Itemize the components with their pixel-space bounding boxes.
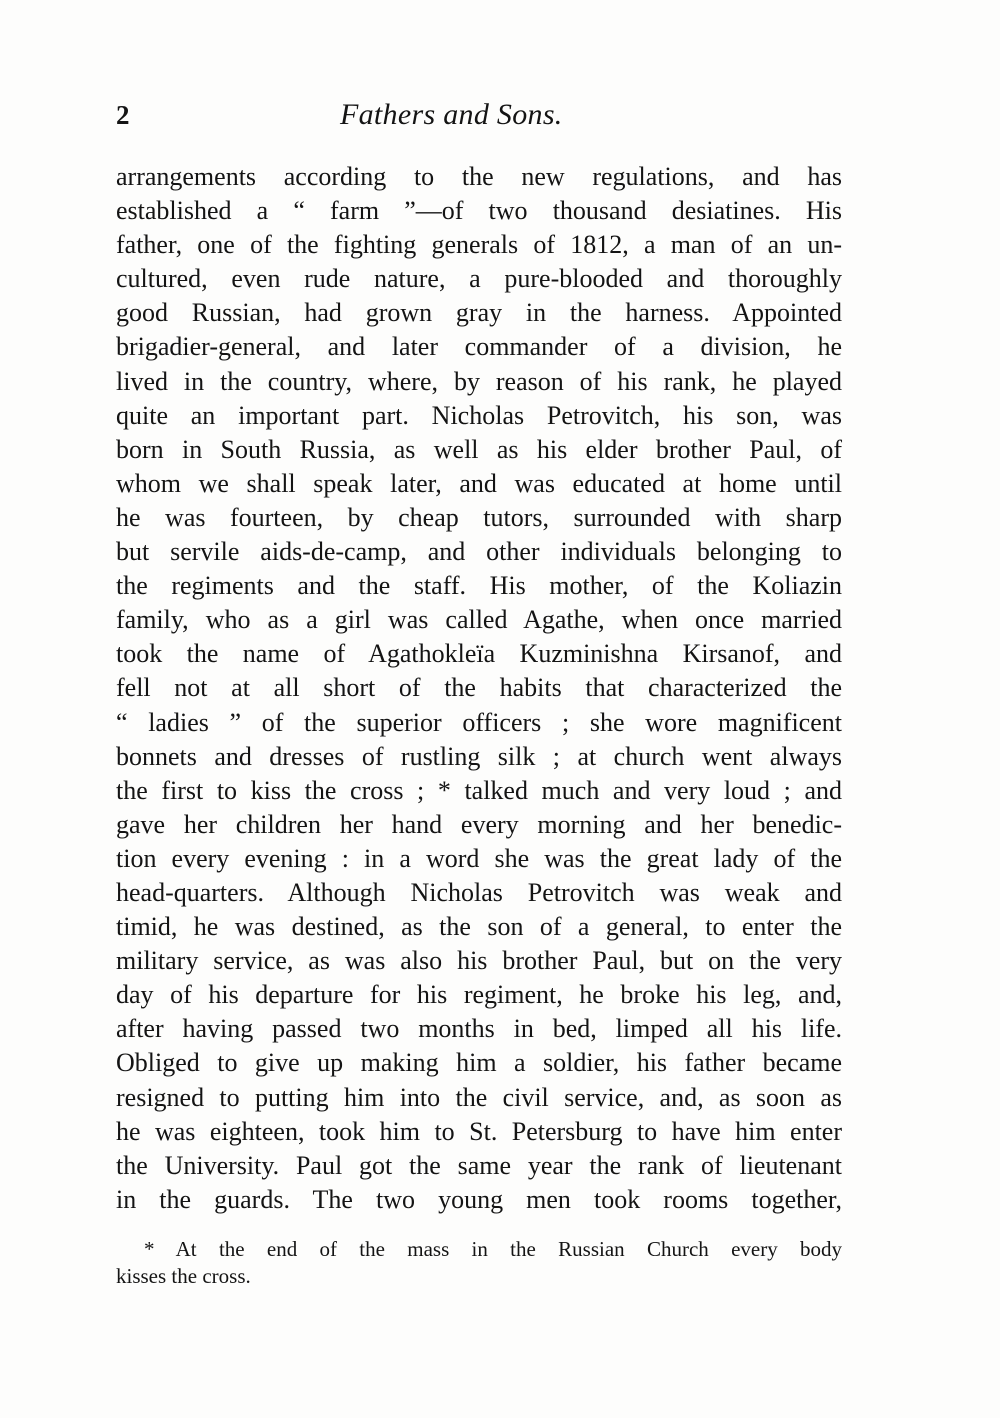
text-line: “ ladies ” of the superior officers ; she wore magnificent — [116, 707, 842, 737]
text-line: tion every evening : in a word she was the great lady of the — [116, 843, 842, 873]
text-line: cultured, even rude nature, a pure-blooded and thoroughly — [116, 264, 842, 294]
text-line: head-quarters. Although Nicholas Petrovitch was weak and — [116, 877, 842, 907]
text-line: but servile aids-de-camp, and other individuals belonging to — [116, 537, 842, 567]
text-line: father, one of the fighting generals of 1812, a man of an un- — [116, 230, 842, 260]
text-line: good Russian, had grown gray in the harness. Appointed — [116, 298, 842, 328]
text-line: gave her children her hand every morning and her benedic- — [116, 809, 842, 839]
text-line: the regiments and the staff. His mother, of the Koliazin — [116, 571, 842, 601]
text-line: the first to kiss the cross ; * talked much and very loud ; and — [116, 775, 842, 805]
text-line: the University. Paul got the same year the rank of lieutenant — [116, 1150, 842, 1180]
text-line: after having passed two months in bed, limped all his life. — [116, 1014, 842, 1044]
text-line: resigned to putting him into the civil service, and, as soon as — [116, 1082, 842, 1112]
text-line: fell not at all short of the habits that characterized the — [116, 673, 842, 703]
text-line: arrangements according to the new regulations, and has — [116, 162, 842, 191]
text-line: in the guards. The two young men took rooms together, — [116, 1184, 842, 1214]
footnote-line: * At the end of the mass in the Russian Church every body — [144, 1237, 842, 1261]
text-line: Obliged to give up making him a soldier, his father became — [116, 1048, 842, 1078]
text-line: bonnets and dresses of rustling silk ; at church went always — [116, 741, 842, 771]
text-line: took the name of Agathokleïa Kuzminishna Kirsanof, and — [116, 639, 842, 669]
footnote-line: kisses the cross. — [116, 1264, 251, 1288]
body-text — [116, 160, 842, 1217]
text-line: day of his departure for his regiment, he broke his leg, and, — [116, 980, 842, 1010]
text-line: he was eighteen, took him to St. Petersburg to have him enter — [116, 1116, 842, 1146]
text-line: he was fourteen, by cheap tutors, surrounded with sharp — [116, 502, 842, 532]
page-number: 2 — [116, 100, 130, 130]
text-line: brigadier-general, and later commander of a division, he — [116, 332, 842, 362]
running-head-title: Fathers and Sons. — [340, 98, 563, 131]
text-line: born in South Russia, as well as his elder brother Paul, of — [116, 434, 842, 464]
text-line: established a “ farm ”—of two thousand desiatines. His — [116, 196, 842, 226]
text-line: family, who as a girl was called Agathe, when once married — [116, 605, 842, 635]
text-line: whom we shall speak later, and was educated at home until — [116, 468, 842, 498]
text-line: timid, he was destined, as the son of a general, to enter the — [116, 912, 842, 942]
text-line: quite an important part. Nicholas Petrovitch, his son, was — [116, 400, 842, 430]
text-line: military service, as was also his brother Paul, but on the very — [116, 946, 842, 976]
text-line: lived in the country, where, by reason of his rank, he played — [116, 366, 842, 396]
footnote — [116, 1236, 842, 1290]
